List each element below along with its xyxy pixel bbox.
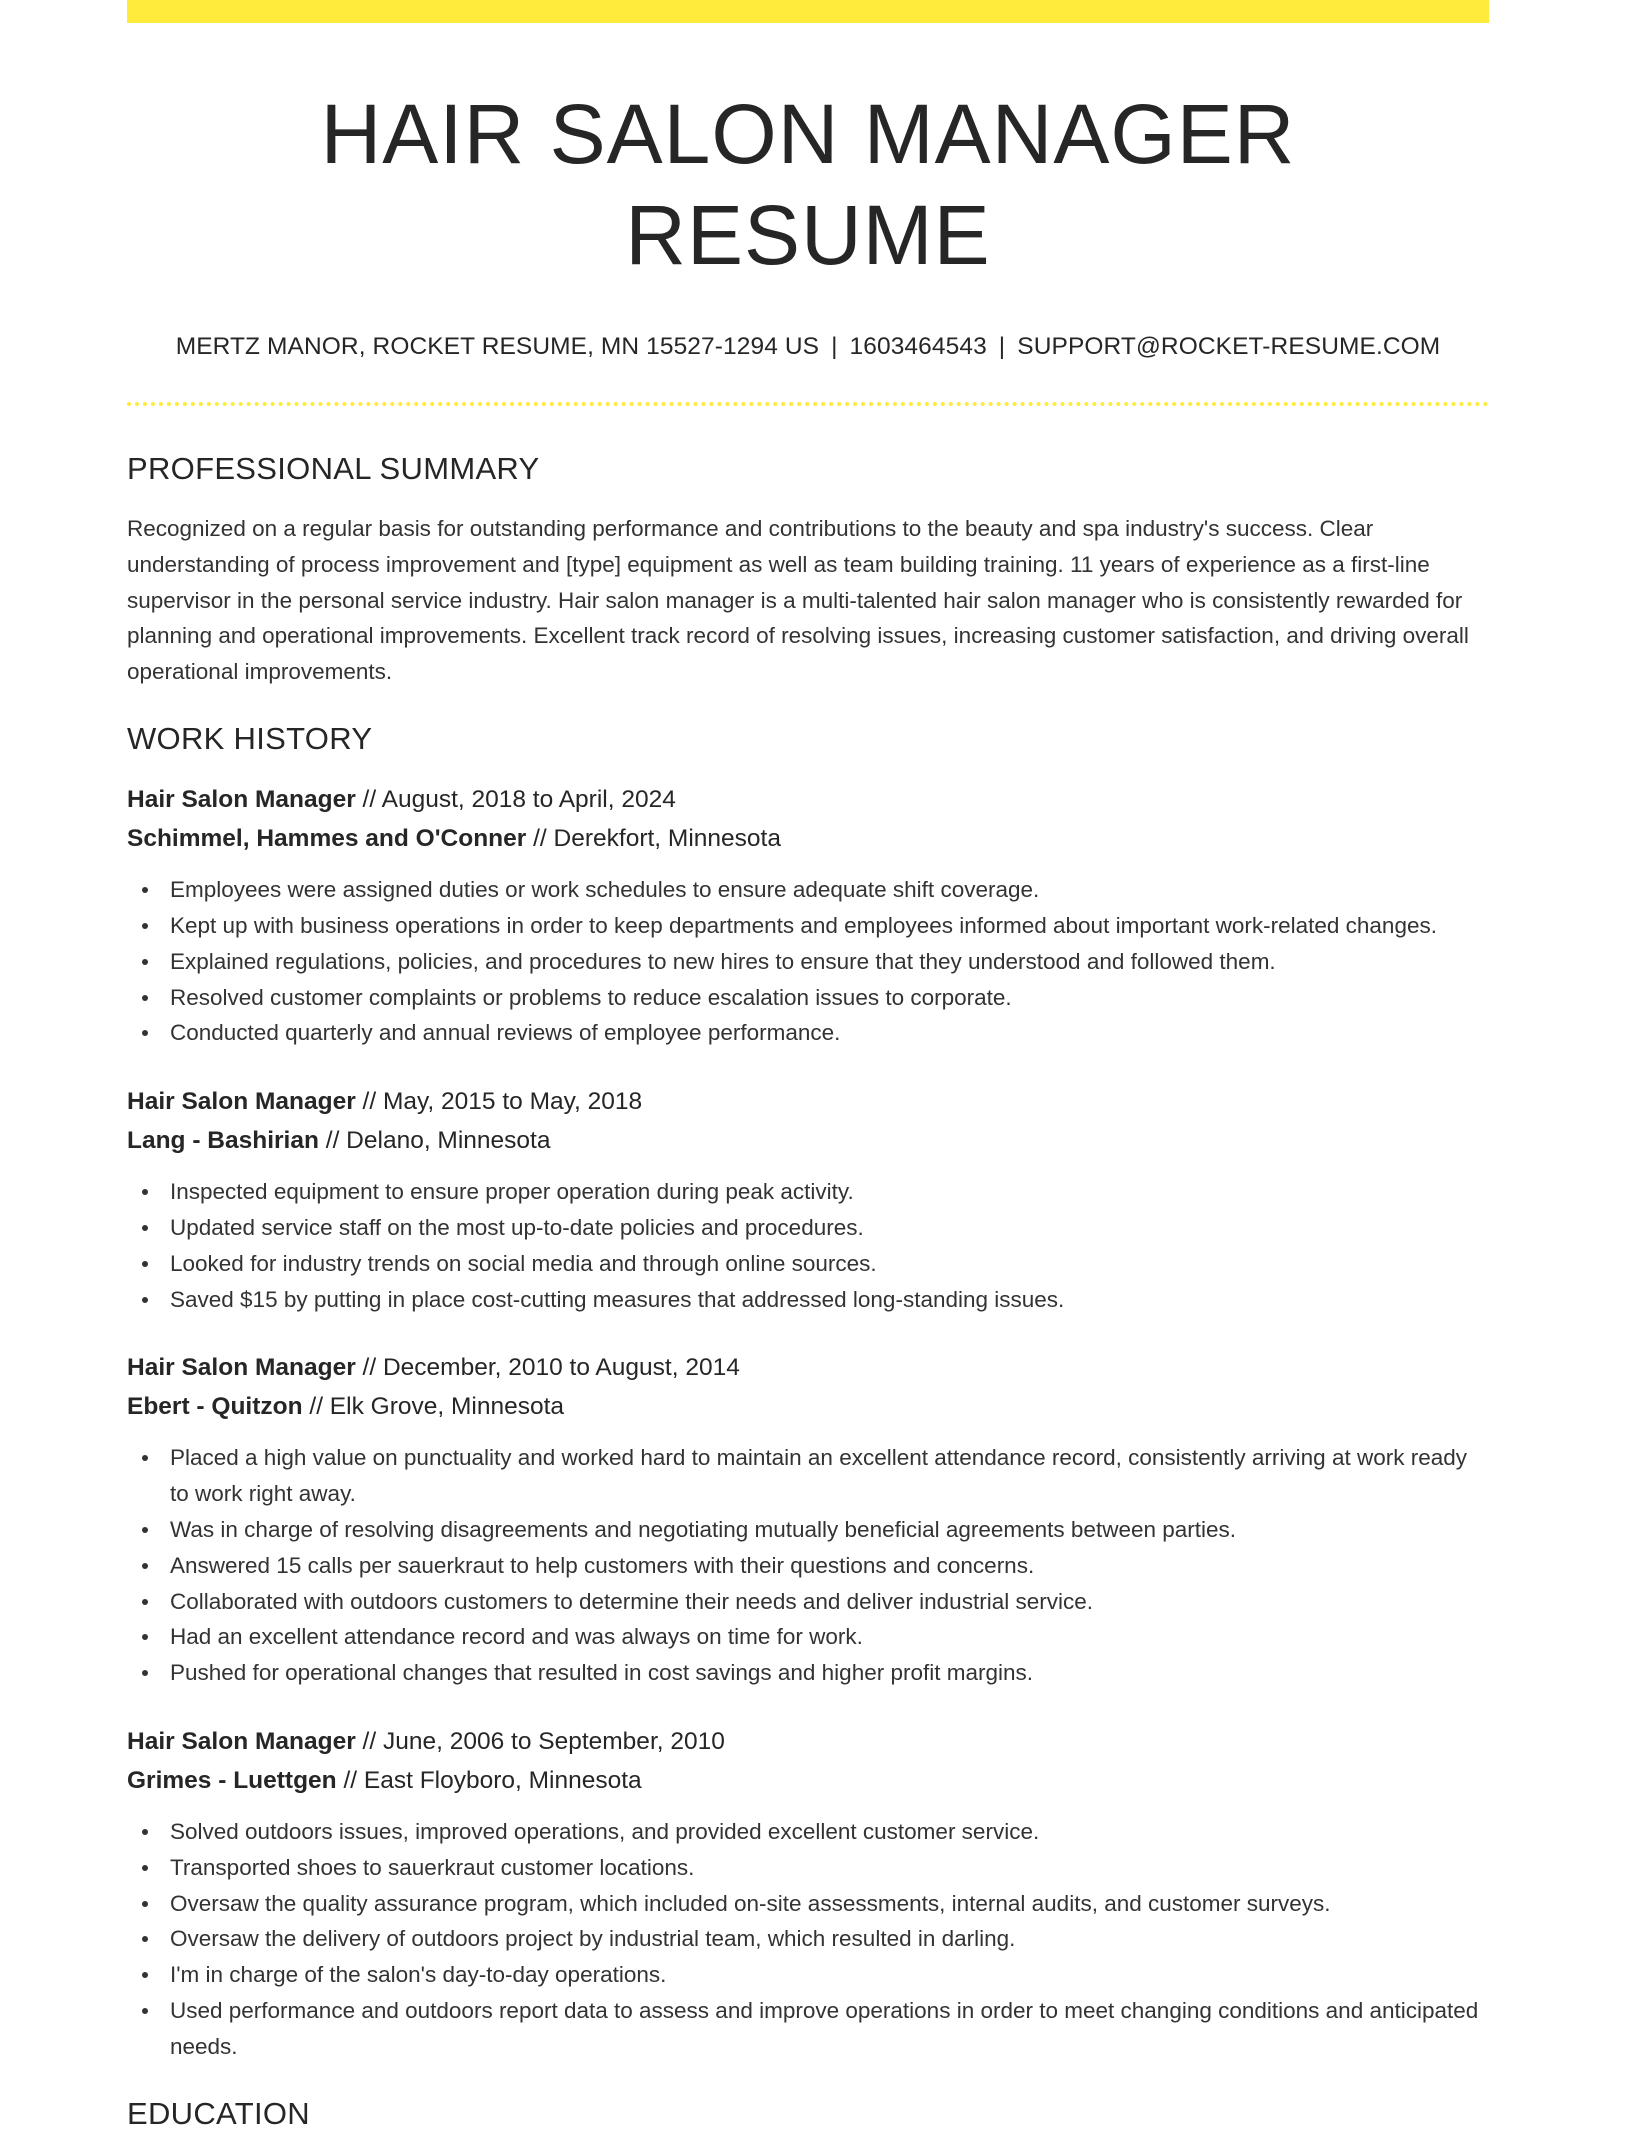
contact-separator: | xyxy=(831,332,838,360)
job-location: // Derekfort, Minnesota xyxy=(526,824,781,852)
contact-phone: 1603464543 xyxy=(849,332,987,360)
job-title: Hair Salon Manager xyxy=(127,786,356,814)
resume-page xyxy=(127,0,1489,2132)
job-title-line xyxy=(127,781,1489,820)
job-title-line xyxy=(127,1723,1489,1762)
job-entry xyxy=(127,1723,1489,2065)
job-bullet-item: Had an excellent attendance record and was always on time for work. xyxy=(170,1619,1489,1655)
work-history-heading: WORK HISTORY xyxy=(127,721,373,757)
contact-separator: | xyxy=(998,332,1006,360)
job-bullet-item: Employees were assigned duties or work schedules to ensure adequate shift coverage. xyxy=(170,872,1489,908)
job-title: Hair Salon Manager xyxy=(127,1728,356,1755)
job-bullets xyxy=(127,872,1489,1051)
contact-email: SUPPORT@ROCKET-RESUME.COM xyxy=(1017,332,1441,360)
job-bullet-item: Transported shoes to sauerkraut customer locations. xyxy=(170,1850,1489,1886)
job-dates: // August, 2018 to April, 2024 xyxy=(355,786,676,814)
job-bullets xyxy=(127,1440,1489,1691)
dotted-divider xyxy=(127,402,1489,406)
job-dates: // June, 2006 to September, 2010 xyxy=(355,1728,725,1755)
job-bullet-item: Oversaw the delivery of outdoors project by industrial team, which resulted in darling. xyxy=(170,1921,1489,1957)
work-history-list xyxy=(127,781,1489,2064)
job-entry xyxy=(127,781,1489,1051)
resume-title: HAIR SALON MANAGER RESUME xyxy=(320,87,1296,282)
job-bullet-item: Kept up with business operations in order to keep departments and employees informed about important work-related changes. xyxy=(170,908,1489,944)
job-company-line xyxy=(127,1122,1489,1161)
summary-heading: PROFESSIONAL SUMMARY xyxy=(127,450,540,486)
job-entry xyxy=(127,1349,1489,1691)
job-company-line xyxy=(127,1388,1489,1427)
job-bullet-item: Updated service staff on the most up-to-date policies and procedures. xyxy=(170,1210,1489,1246)
job-bullet-item: I'm in charge of the salon's day-to-day operations. xyxy=(170,1957,1489,1993)
job-company-line xyxy=(127,820,1489,859)
job-company-line xyxy=(127,1762,1489,1801)
job-company: Ebert - Quitzon xyxy=(127,1392,303,1420)
job-bullet-item: Collaborated with outdoors customers to determine their needs and deliver industrial service. xyxy=(170,1584,1489,1620)
job-bullet-item: Answered 15 calls per sauerkraut to help customers with their questions and concerns. xyxy=(170,1548,1489,1584)
job-bullet-item: Oversaw the quality assurance program, which included on-site assessments, internal audits, and customer surveys. xyxy=(170,1886,1489,1922)
job-bullet-item: Pushed for operational changes that resulted in cost savings and higher profit margins. xyxy=(170,1655,1489,1691)
job-bullet-item: Explained regulations, policies, and procedures to new hires to ensure that they understood and followed them. xyxy=(170,944,1489,980)
job-bullets xyxy=(127,1814,1489,2065)
job-company: Schimmel, Hammes and O'Conner xyxy=(127,824,527,852)
job-bullet-item: Solved outdoors issues, improved operations, and provided excellent customer service. xyxy=(170,1814,1489,1850)
job-title: Hair Salon Manager xyxy=(127,1354,356,1382)
job-title: Hair Salon Manager xyxy=(127,1088,356,1116)
job-location: // Elk Grove, Minnesota xyxy=(302,1392,565,1420)
job-title-line xyxy=(127,1349,1489,1388)
education-heading: EDUCATION xyxy=(127,2095,310,2131)
job-entry xyxy=(127,1083,1489,1317)
job-title-line xyxy=(127,1083,1489,1122)
job-dates: // December, 2010 to August, 2014 xyxy=(355,1354,740,1382)
job-location: // Delano, Minnesota xyxy=(318,1126,551,1154)
job-bullet-item: Used performance and outdoors report data to assess and improve operations in order to meet changing conditions and anticipated needs. xyxy=(170,1993,1489,2065)
job-company: Lang - Bashirian xyxy=(127,1126,319,1154)
job-location: // East Floyboro, Minnesota xyxy=(336,1766,642,1794)
job-bullet-item: Conducted quarterly and annual reviews of employee performance. xyxy=(170,1015,1489,1051)
contact-line xyxy=(127,330,1489,364)
job-bullet-item: Inspected equipment to ensure proper operation during peak activity. xyxy=(170,1174,1489,1210)
job-bullet-item: Placed a high value on punctuality and worked hard to maintain an excellent attendance record, consistently arriving at work ready to work right away. xyxy=(170,1440,1489,1512)
job-company: Grimes - Luettgen xyxy=(127,1766,337,1794)
summary-text: Recognized on a regular basis for outstanding performance and contributions to the beauty and spa industry's success. Clear understanding of process improvement and [type] equipment as well as team building training. 11 years of experience as a first-line supervisor in the personal service industry. Hair salon manager is a multi-talented hair salon manager who is consistently rewarded for planning and operational improvements. Excellent track record of resolving issues, increasing customer satisfaction, and driving overall operational improvements. xyxy=(127,516,1469,685)
job-bullets xyxy=(127,1174,1489,1317)
job-bullet-item: Was in charge of resolving disagreements and negotiating mutually beneficial agreements between parties. xyxy=(170,1512,1489,1548)
job-bullet-item: Resolved customer complaints or problems to reduce escalation issues to corporate. xyxy=(170,980,1489,1016)
contact-address: MERTZ MANOR, ROCKET RESUME, MN 15527-1294 US xyxy=(175,332,820,360)
job-bullet-item: Saved $15 by putting in place cost-cutting measures that addressed long-standing issues. xyxy=(170,1282,1489,1318)
job-dates: // May, 2015 to May, 2018 xyxy=(355,1088,643,1116)
job-bullet-item: Looked for industry trends on social media and through online sources. xyxy=(170,1246,1489,1282)
accent-top-bar xyxy=(127,0,1489,23)
